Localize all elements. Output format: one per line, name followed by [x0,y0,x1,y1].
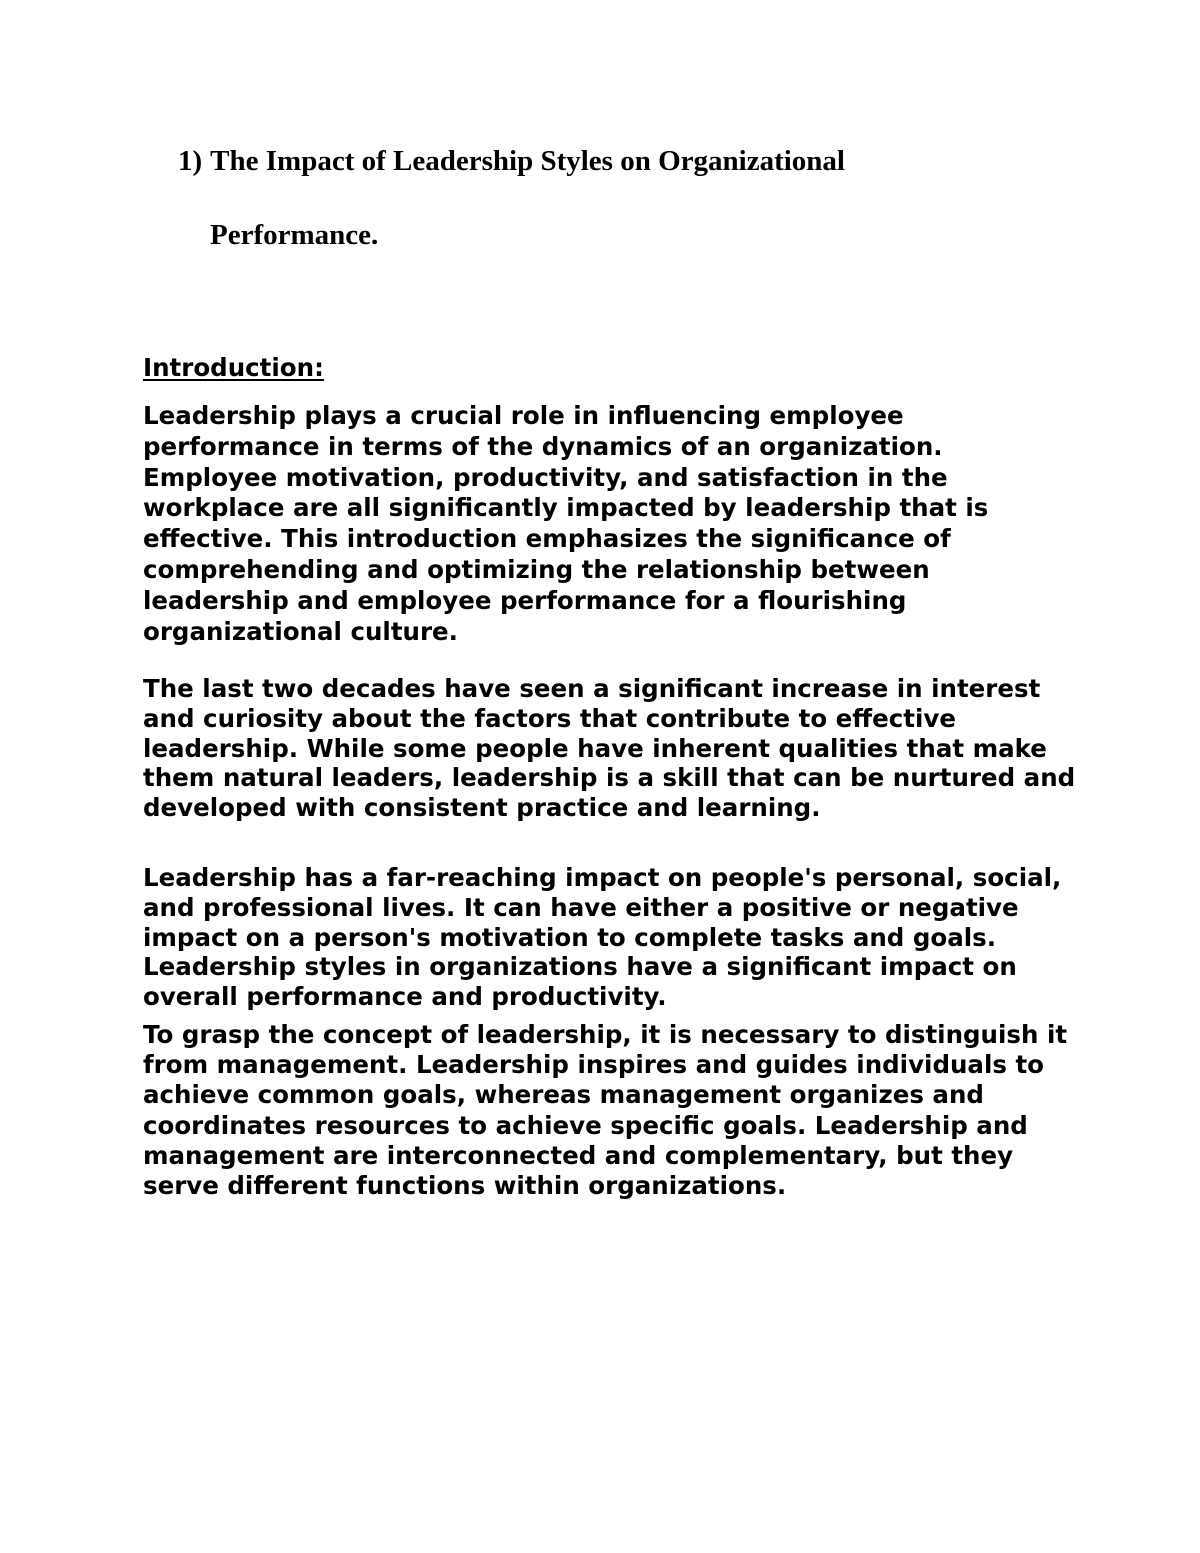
section-heading-introduction: Introduction: [143,353,324,382]
paragraph-3: Leadership has a far-reaching impact on people's personal, social, and professional lives. It can have either a positive or negative impact on a person's motivation to complete tasks and goals. Leadership styles in organizations have a significant impact on overall performance and productivity. [143,863,1062,1012]
title-text-line-1: The Impact of Leadership Styles on Organizational [210,145,845,177]
document-title-line-1 [178,143,845,179]
title-number: 1) [178,145,203,177]
paragraph-4: To grasp the concept of leadership, it is necessary to distinguish it from management. Leadership inspires and guides individuals to achieve common goals, whereas management organizes and coordinates resources to achieve specific goals. Leadership and management are interconnected and complementary, but they serve different functions within organizations. [143,1020,1068,1201]
paragraph-2: The last two decades have seen a significant increase in interest and curiosity about the factors that contribute to effective leadership. While some people have inherent qualities that make them natural leaders, leadership is a skill that can be nurtured and developed with consistent practice and learning. [143,674,1076,823]
document-title-line-2: Performance. [210,219,379,251]
paragraph-1: Leadership plays a crucial role in influencing employee performance in terms of the dynamics of an organization. Employee motivation, productivity, and satisfaction in the workplace are all significantly impacted by leadership that is effective. This introduction emphasizes the significance of comprehending and optimizing the relationship between leadership and employee performance for a flourishing organizational culture. [143,401,989,646]
